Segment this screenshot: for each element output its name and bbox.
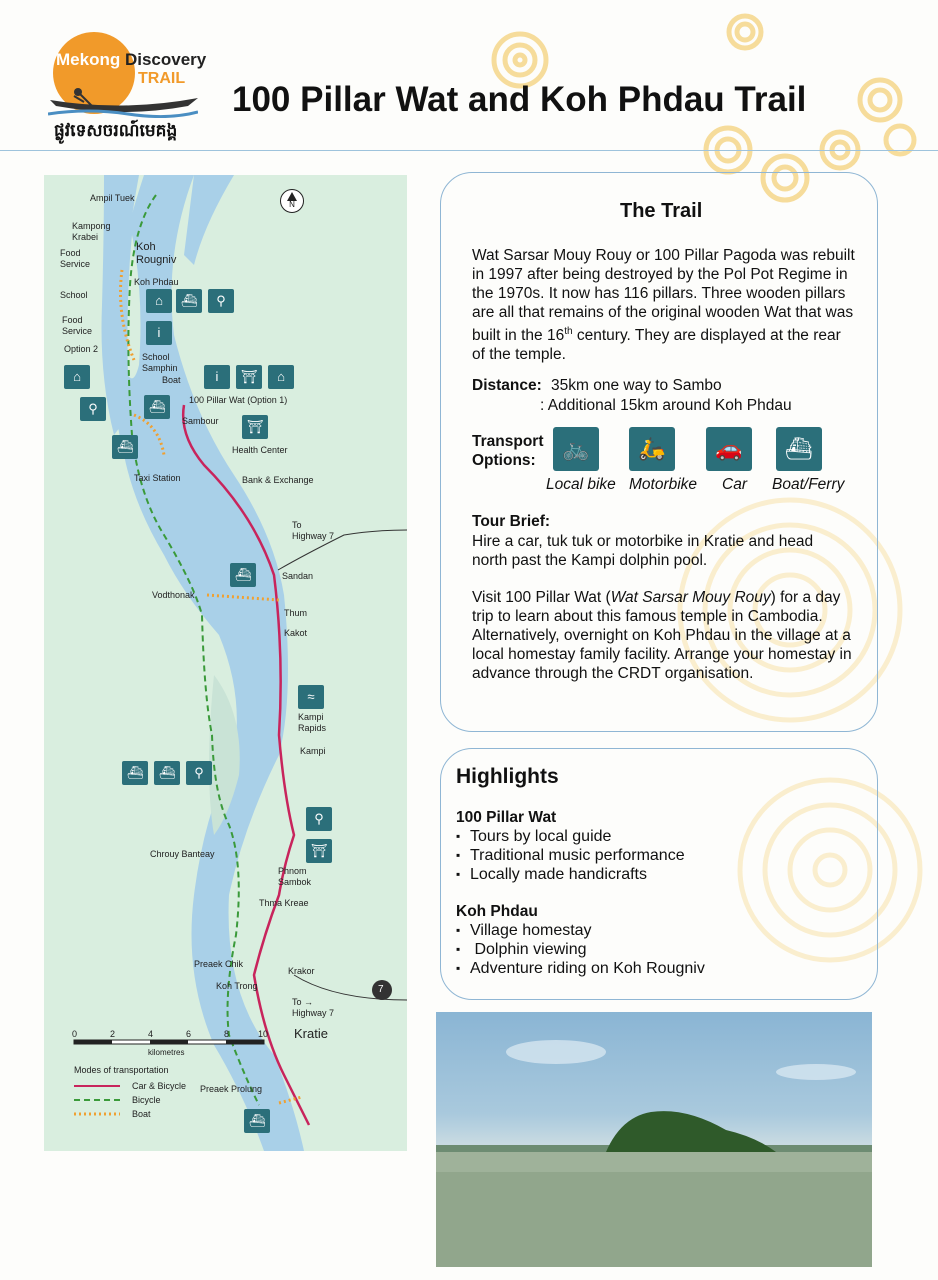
label-preaek-prolung: Preaek Prolung	[200, 1084, 263, 1094]
dolphin-swim-icon: ≈	[298, 685, 324, 709]
canoe-icon	[48, 88, 198, 118]
legend-bicycle: Bicycle	[132, 1095, 161, 1105]
label-sambour: Sambour	[182, 416, 219, 426]
transport-car-label: Car	[722, 476, 747, 493]
logo-khmer-text: ផ្លូវទេសចរណ៍មេគង្គ	[54, 121, 178, 140]
label-kratie: Kratie	[294, 1026, 328, 1041]
logo-word-trail: TRAIL	[138, 70, 186, 87]
highlight-list-100-pillar-wat	[456, 827, 685, 884]
header-divider	[0, 150, 938, 151]
information-icon: i	[146, 321, 172, 345]
homestay-icon: ⌂	[146, 289, 172, 313]
label-chrouy-banteay: Chrouy Banteay	[150, 849, 215, 859]
scale-tick-6: 6	[186, 1029, 192, 1039]
label-to-highway-north: To Highway 7	[292, 520, 335, 541]
ferry-icon: ⛴	[244, 1109, 270, 1133]
label-koh-rougniv: Koh Rougniv	[136, 241, 177, 266]
label-food-service-1: Food Service	[60, 248, 91, 269]
distance-label: Distance:	[472, 377, 542, 394]
map-drawing	[44, 175, 407, 1151]
north-arrow-icon: N	[280, 189, 304, 213]
transport-motorbike-label: Motorbike	[629, 476, 698, 493]
label-krakor: Krakor	[288, 966, 315, 976]
page-title: 100 Pillar Wat and Koh Phdau Trail	[232, 80, 807, 119]
label-ampil-tuek: Ampil Tuek	[90, 193, 135, 203]
scale-bar	[74, 1040, 264, 1044]
list-item: ▪ Locally made handicrafts	[456, 865, 685, 884]
transport-label-2: Options:	[472, 452, 536, 469]
label-bank-exchange: Bank & Exchange	[242, 475, 314, 485]
tour-brief-text-1: Hire a car, tuk tuk or motorbike in Kratie and head north past the Kampi dolphin pool.	[472, 533, 814, 569]
distance-value-1: 35km one way to Sambo	[551, 377, 722, 394]
label-vodthonak: Vodthonak	[152, 590, 195, 600]
ferry-icon: ⛴	[154, 761, 180, 785]
label-food-service-2: Food Service	[62, 315, 93, 336]
highlight-group-koh-phdau: Koh Phdau	[456, 903, 538, 920]
distance-value-2: : Additional 15km around Koh Phdau	[540, 397, 792, 414]
boat-icon: ⛴	[176, 289, 202, 313]
label-to-highway-south: To → Highway 7	[292, 997, 335, 1018]
scale-tick-10: 10	[258, 1029, 269, 1039]
mekong-discovery-trail-logo	[48, 32, 208, 144]
legend-boat: Boat	[132, 1109, 151, 1119]
label-phnom-sambok: Phnom Sambok	[278, 866, 312, 887]
tour-brief-text-2: Visit 100 Pillar Wat (Wat Sarsar Mouy Rouy) for a day trip to learn about this famous temple in Cambodia. Alternatively, overnight on Koh Phdau in the village at a local homestay family facility. Arrange your homestay in advance through the CRDT organisation.	[472, 589, 852, 682]
label-thum: Thum	[284, 608, 308, 618]
boat-icon: ⛴	[122, 761, 148, 785]
motorbike-icon: 🛵	[629, 427, 675, 471]
hiking-icon: ⚲	[80, 397, 106, 421]
information-icon: i	[204, 365, 230, 389]
label-100-pillar-wat: 100 Pillar Wat (Option 1)	[189, 395, 288, 405]
label-school: School	[60, 290, 88, 300]
ferry-icon: ⛴	[230, 563, 256, 587]
label-preaek-chik: Preaek Chik	[194, 959, 244, 969]
scale-unit: kilometres	[148, 1048, 185, 1057]
logo-word-mekong: Mekong	[56, 50, 121, 69]
label-koh-trong: Koh Trong	[216, 981, 258, 991]
label-kampi-rapids: Kampi Rapids	[298, 712, 327, 733]
label-sandan: Sandan	[282, 571, 314, 581]
transport-label-1: Transport	[472, 433, 544, 450]
hiking-icon: ⚲	[208, 289, 234, 313]
legend-car-bicycle: Car & Bicycle	[132, 1081, 187, 1091]
scale-tick-8: 8	[224, 1029, 230, 1039]
legend-title: Modes of transportation	[74, 1065, 169, 1075]
temple-icon: ⛩	[306, 839, 332, 863]
car-icon: 🚗	[706, 427, 752, 471]
tour-brief-label: Tour Brief:	[472, 513, 551, 530]
bicycle-icon: 🚲	[553, 427, 599, 471]
label-kampi: Kampi	[300, 746, 326, 756]
list-item: ▪ Adventure riding on Koh Rougniv	[456, 959, 705, 978]
scale-tick-2: 2	[110, 1029, 116, 1039]
highway-7-badge: 7	[378, 984, 384, 995]
photo-scene	[436, 1012, 872, 1267]
label-health-center: Health Center	[232, 445, 288, 455]
highlight-list-koh-phdau	[456, 921, 705, 978]
ferry-icon: ⛴	[144, 395, 170, 419]
trail-description: Wat Sarsar Mouy Rouy or 100 Pillar Pagoda was rebuilt in 1997 after being destroyed by the Pol Pot Regime in the 1970s. It now has 116 pillars. Three wooden pillars are all that remains of the original wooden Wat that was built in the 16th century. They are displayed at the rear of the temple.	[472, 247, 855, 364]
homestay-icon: ⌂	[64, 365, 90, 389]
label-kakot: Kakot	[284, 628, 308, 638]
temple-icon: ⛩	[242, 415, 268, 439]
homestay-icon: ⌂	[268, 365, 294, 389]
label-koh-phdau: Koh Phdau	[134, 277, 179, 287]
boat-icon: ⛴	[112, 435, 138, 459]
list-item: ▪ Traditional music performance	[456, 846, 685, 865]
scale-tick-4: 4	[148, 1029, 154, 1039]
list-item: ▪ Dolphin viewing	[456, 940, 705, 959]
label-kampong-krabei: Kampong Krabei	[72, 221, 111, 242]
label-taxi-station: Taxi Station	[134, 473, 181, 483]
hiking-icon: ⚲	[186, 761, 212, 785]
page-header	[0, 0, 938, 155]
logo-word-discovery: Discovery	[124, 50, 207, 69]
boat-icon: ⛴	[776, 427, 822, 471]
list-item: ▪ Tours by local guide	[456, 827, 685, 846]
hiking-icon: ⚲	[306, 807, 332, 831]
transport-boat-label: Boat/Ferry	[772, 476, 845, 493]
label-thma-kreae: Thma Kreae	[259, 898, 309, 908]
highlights-heading: Highlights	[456, 765, 559, 788]
river-channel-north	[184, 175, 234, 265]
highlight-group-100-pillar-wat: 100 Pillar Wat	[456, 809, 557, 826]
label-school-samphin: School Samphin	[142, 352, 178, 373]
trail-heading: The Trail	[620, 200, 703, 222]
koh-phdau-island-photo	[436, 1012, 872, 1267]
trail-map	[44, 175, 407, 1151]
scale-tick-0: 0	[72, 1029, 78, 1039]
label-option-2: Option 2	[64, 344, 99, 354]
label-boat: Boat	[162, 375, 181, 385]
list-item: ▪ Village homestay	[456, 921, 705, 940]
transport-local-bike-label: Local bike	[546, 476, 616, 493]
temple-icon: ⛩	[236, 365, 262, 389]
